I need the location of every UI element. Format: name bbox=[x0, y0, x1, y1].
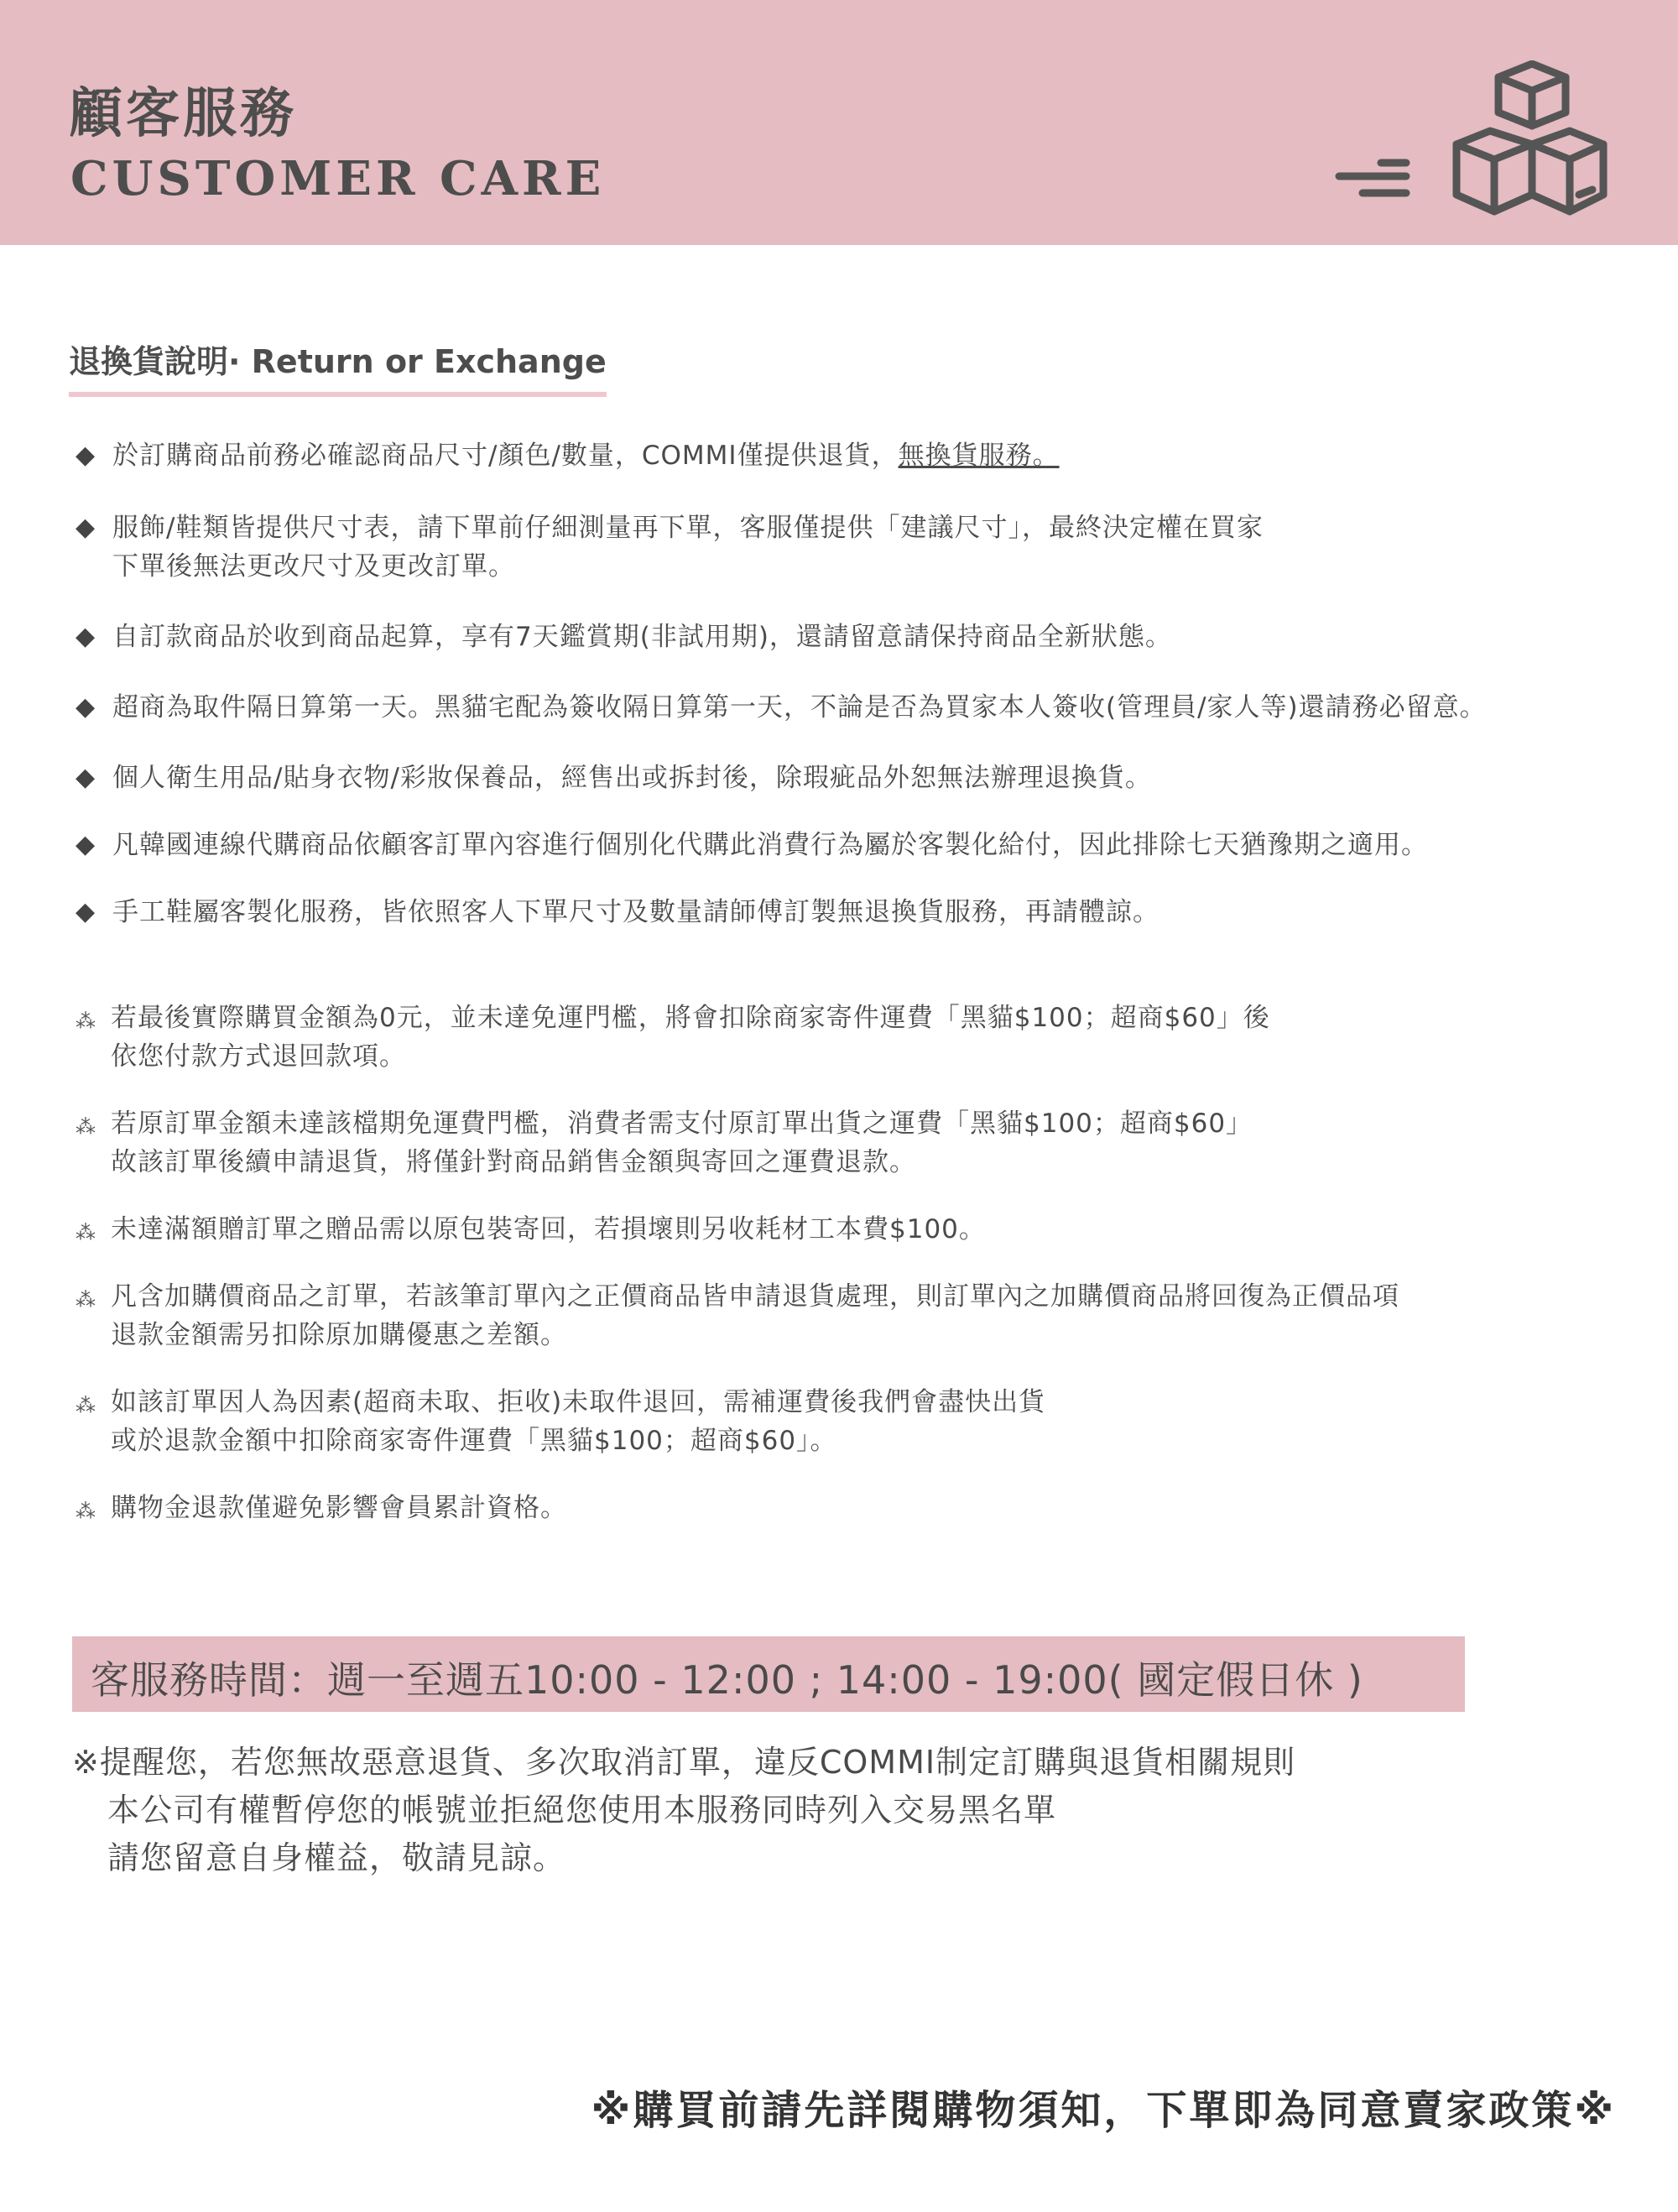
list-item bbox=[76, 893, 1653, 931]
asterism-bullet-icon: ⁂ bbox=[76, 1288, 96, 1312]
diamond-bullet-icon: ◆ bbox=[76, 830, 96, 859]
list-item bbox=[76, 1104, 1653, 1182]
rule-text: 於訂購商品前務必確認商品尺寸/顏色/數量，COMMI僅提供退貨， bbox=[112, 441, 899, 471]
list-item bbox=[76, 999, 1653, 1076]
rule-text-line2: 下單後無法更改尺寸及更改訂單。 bbox=[112, 551, 515, 582]
note-text: 若最後實際購買金額為0元，並未達免運門檻，將會扣除商家寄件運費「黑貓$100；超商$60」後 bbox=[111, 1003, 1270, 1033]
page-title-en: CUSTOMER CARE bbox=[70, 151, 606, 206]
service-hours-banner bbox=[72, 1636, 1465, 1712]
list-item bbox=[76, 1383, 1653, 1460]
note-text-line2: 故該訂單後續申請退貨，將僅針對商品銷售金額與寄回之運費退款。 bbox=[111, 1147, 916, 1177]
refund-notes-list bbox=[76, 999, 1653, 1556]
diamond-bullet-icon: ◆ bbox=[76, 763, 96, 792]
service-hours-text: 客服務時間：週一至週五10:00 - 12:00 ; 14:00 - 19:00( 國定假日休 ) bbox=[91, 1657, 1363, 1703]
note-text-line2: 退款金額需另扣除原加購優惠之差額。 bbox=[111, 1320, 567, 1350]
rule-text: 自訂款商品於收到商品起算，享有7天鑑賞期(非試用期)，還請留意請保持商品全新狀態。 bbox=[112, 622, 1172, 652]
note-text: 未達滿額贈訂單之贈品需以原包裝寄回，若損壞則另收耗材工本費$100。 bbox=[111, 1214, 986, 1244]
page-title-zh: 顧客服務 bbox=[69, 83, 297, 145]
list-item bbox=[76, 1489, 1653, 1527]
rule-text: 個人衛生用品/貼身衣物/彩妝保養品，經售出或拆封後，除瑕疵品外恕無法辦理退換貨。 bbox=[112, 763, 1152, 793]
boxes-delivery-icon bbox=[1331, 60, 1608, 228]
header-banner bbox=[0, 0, 1678, 245]
list-item bbox=[76, 688, 1653, 727]
rule-text: 凡韓國連線代購商品依顧客訂單內容進行個別化代購此消費行為屬於客製化給付，因此排除七天猶豫期之適用。 bbox=[112, 830, 1428, 860]
note-text-line2: 依您付款方式退回款項。 bbox=[111, 1041, 406, 1072]
asterism-bullet-icon: ⁂ bbox=[76, 1221, 96, 1244]
asterism-bullet-icon: ⁂ bbox=[76, 1394, 96, 1417]
list-item bbox=[76, 436, 1653, 475]
list-item bbox=[76, 1210, 1653, 1249]
asterism-bullet-icon: ⁂ bbox=[76, 1009, 96, 1033]
reminder-block bbox=[72, 1739, 1582, 1882]
rule-text: 手工鞋屬客製化服務，皆依照客人下單尺寸及數量請師傅訂製無退換貨服務，再請體諒。 bbox=[112, 897, 1159, 927]
list-item bbox=[76, 1277, 1653, 1354]
diamond-bullet-icon: ◆ bbox=[76, 897, 96, 926]
asterism-bullet-icon: ⁂ bbox=[76, 1115, 96, 1139]
note-text: 凡含加購價商品之訂單，若該筆訂單內之正價商品皆申請退貨處理，則訂單內之加購價商品將回復為正價品項 bbox=[111, 1281, 1399, 1312]
section-title: 退換貨說明· Return or Exchange bbox=[69, 336, 607, 397]
rule-text: 服飾/鞋類皆提供尺寸表，請下單前仔細測量再下單，客服僅提供「建議尺寸」，最終決定權在買家 bbox=[112, 513, 1264, 543]
note-text: 若原訂單金額未達該檔期免運費門檻，消費者需支付原訂單出貨之運費「黑貓$100；超商$60」 bbox=[111, 1109, 1253, 1139]
policy-footer-note: ※購買前請先詳閱購物須知，下單即為同意賣家政策※ bbox=[591, 2087, 1616, 2134]
list-item bbox=[76, 509, 1653, 586]
reminder-line-2: 本公司有權暫停您的帳號並拒絕您使用本服務同時列入交易黑名單 bbox=[107, 1792, 1057, 1829]
return-rules-list bbox=[76, 436, 1653, 931]
note-text: 購物金退款僅避免影響會員累計資格。 bbox=[111, 1493, 567, 1523]
asterism-bullet-icon: ⁂ bbox=[76, 1500, 96, 1523]
rule-emphasis: 無換貨服務。 bbox=[898, 441, 1060, 471]
list-item bbox=[76, 618, 1653, 656]
list-item bbox=[76, 826, 1653, 864]
rule-text: 超商為取件隔日算第一天。黑貓宅配為簽收隔日算第一天，不論是否為買家本人簽收(管理員/家人等)還請務必留意。 bbox=[112, 692, 1487, 723]
list-item bbox=[76, 759, 1653, 797]
reminder-line-3: 請您留意自身權益，敬請見諒。 bbox=[107, 1839, 566, 1876]
diamond-bullet-icon: ◆ bbox=[76, 513, 96, 542]
note-text-line2: 或於退款金額中扣除商家寄件運費「黑貓$100；超商$60」。 bbox=[111, 1426, 837, 1456]
note-text: 如該訂單因人為因素(超商未取、拒收)未取件退回，需補運費後我們會盡快出貨 bbox=[111, 1387, 1046, 1417]
reminder-line-1: ※提醒您，若您無故惡意退貨、多次取消訂單，違反COMMI制定訂購與退貨相關規則 bbox=[72, 1744, 1296, 1781]
diamond-bullet-icon: ◆ bbox=[76, 692, 96, 722]
diamond-bullet-icon: ◆ bbox=[76, 441, 96, 470]
diamond-bullet-icon: ◆ bbox=[76, 622, 96, 651]
